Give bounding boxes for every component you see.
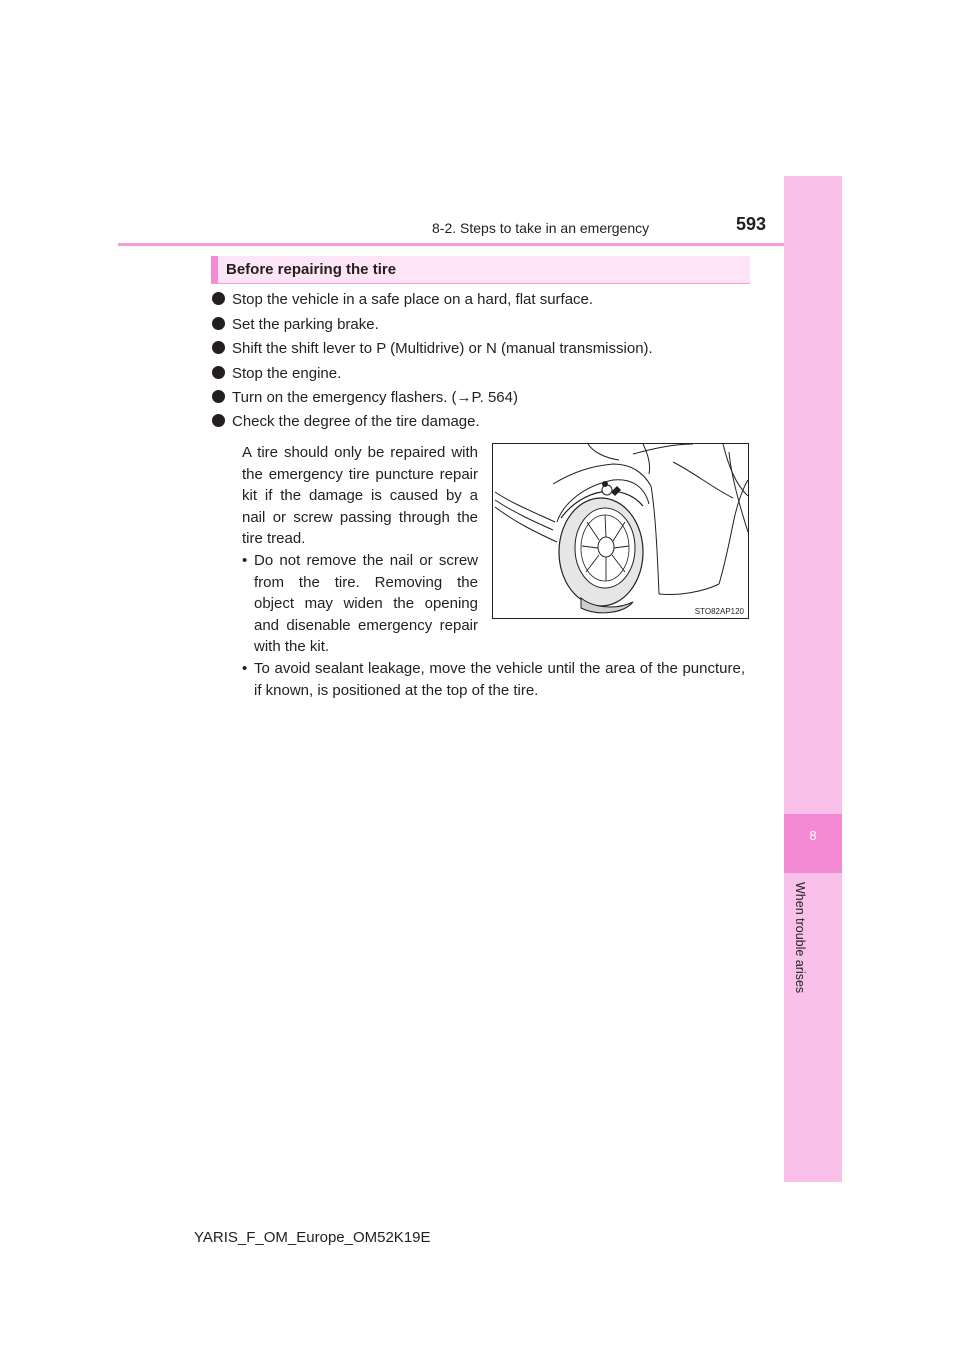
section-heading: 8-2. Steps to take in an emergency xyxy=(432,220,650,236)
list-item: Stop the vehicle in a safe place on a hard, flat surface. xyxy=(212,290,593,310)
list-item: Set the parking brake. xyxy=(212,315,379,335)
section-box-title xyxy=(211,256,750,284)
sub-bullet-icon: • xyxy=(242,660,248,677)
sub-list-item: • To avoid sealant leakage, move the vehicle until the area of the puncture, if known, is positioned at the top of the tire. xyxy=(242,660,745,699)
list-item: Turn on the emergency flashers. (→P. 564) xyxy=(212,388,518,408)
sub-list-item: • Do not remove the nail or screw from the tire. Removing the object may widen the opening and disenable emergency repair with the kit. xyxy=(242,552,478,655)
bullet-icon xyxy=(212,317,225,330)
bullet-icon xyxy=(212,366,225,379)
chapter-title: When trouble arises xyxy=(793,882,807,994)
sub-bullet-icon: • xyxy=(242,552,248,569)
figure-code: STO82AP120 xyxy=(694,607,744,616)
page-number: 593 xyxy=(736,214,767,234)
chapter-number: 8 xyxy=(809,828,817,843)
flat-tire-icon xyxy=(493,444,749,619)
tire-illustration xyxy=(492,443,749,619)
list-item: Stop the engine. xyxy=(212,364,341,384)
chapter-side-tab xyxy=(784,176,842,1182)
list-item: Check the degree of the tire damage. xyxy=(212,412,480,432)
list-item: Shift the shift lever to P (Multidrive) or N (manual transmission). xyxy=(212,339,653,359)
bullet-icon xyxy=(212,390,225,403)
header-rule xyxy=(118,243,841,246)
box-title-text: Before repairing the tire xyxy=(226,261,397,278)
chapter-number-block xyxy=(784,814,842,873)
bullet-icon xyxy=(212,341,225,354)
document-id: YARIS_F_OM_Europe_OM52K19E xyxy=(194,1229,431,1246)
body-paragraph: A tire should only be repaired with the emergency tire puncture repair kit if the damage is caused by a nail or screw passing through the tire tread. xyxy=(242,444,478,547)
bullet-icon xyxy=(212,292,225,305)
bullet-icon xyxy=(212,414,225,427)
box-title-accent xyxy=(211,256,218,283)
